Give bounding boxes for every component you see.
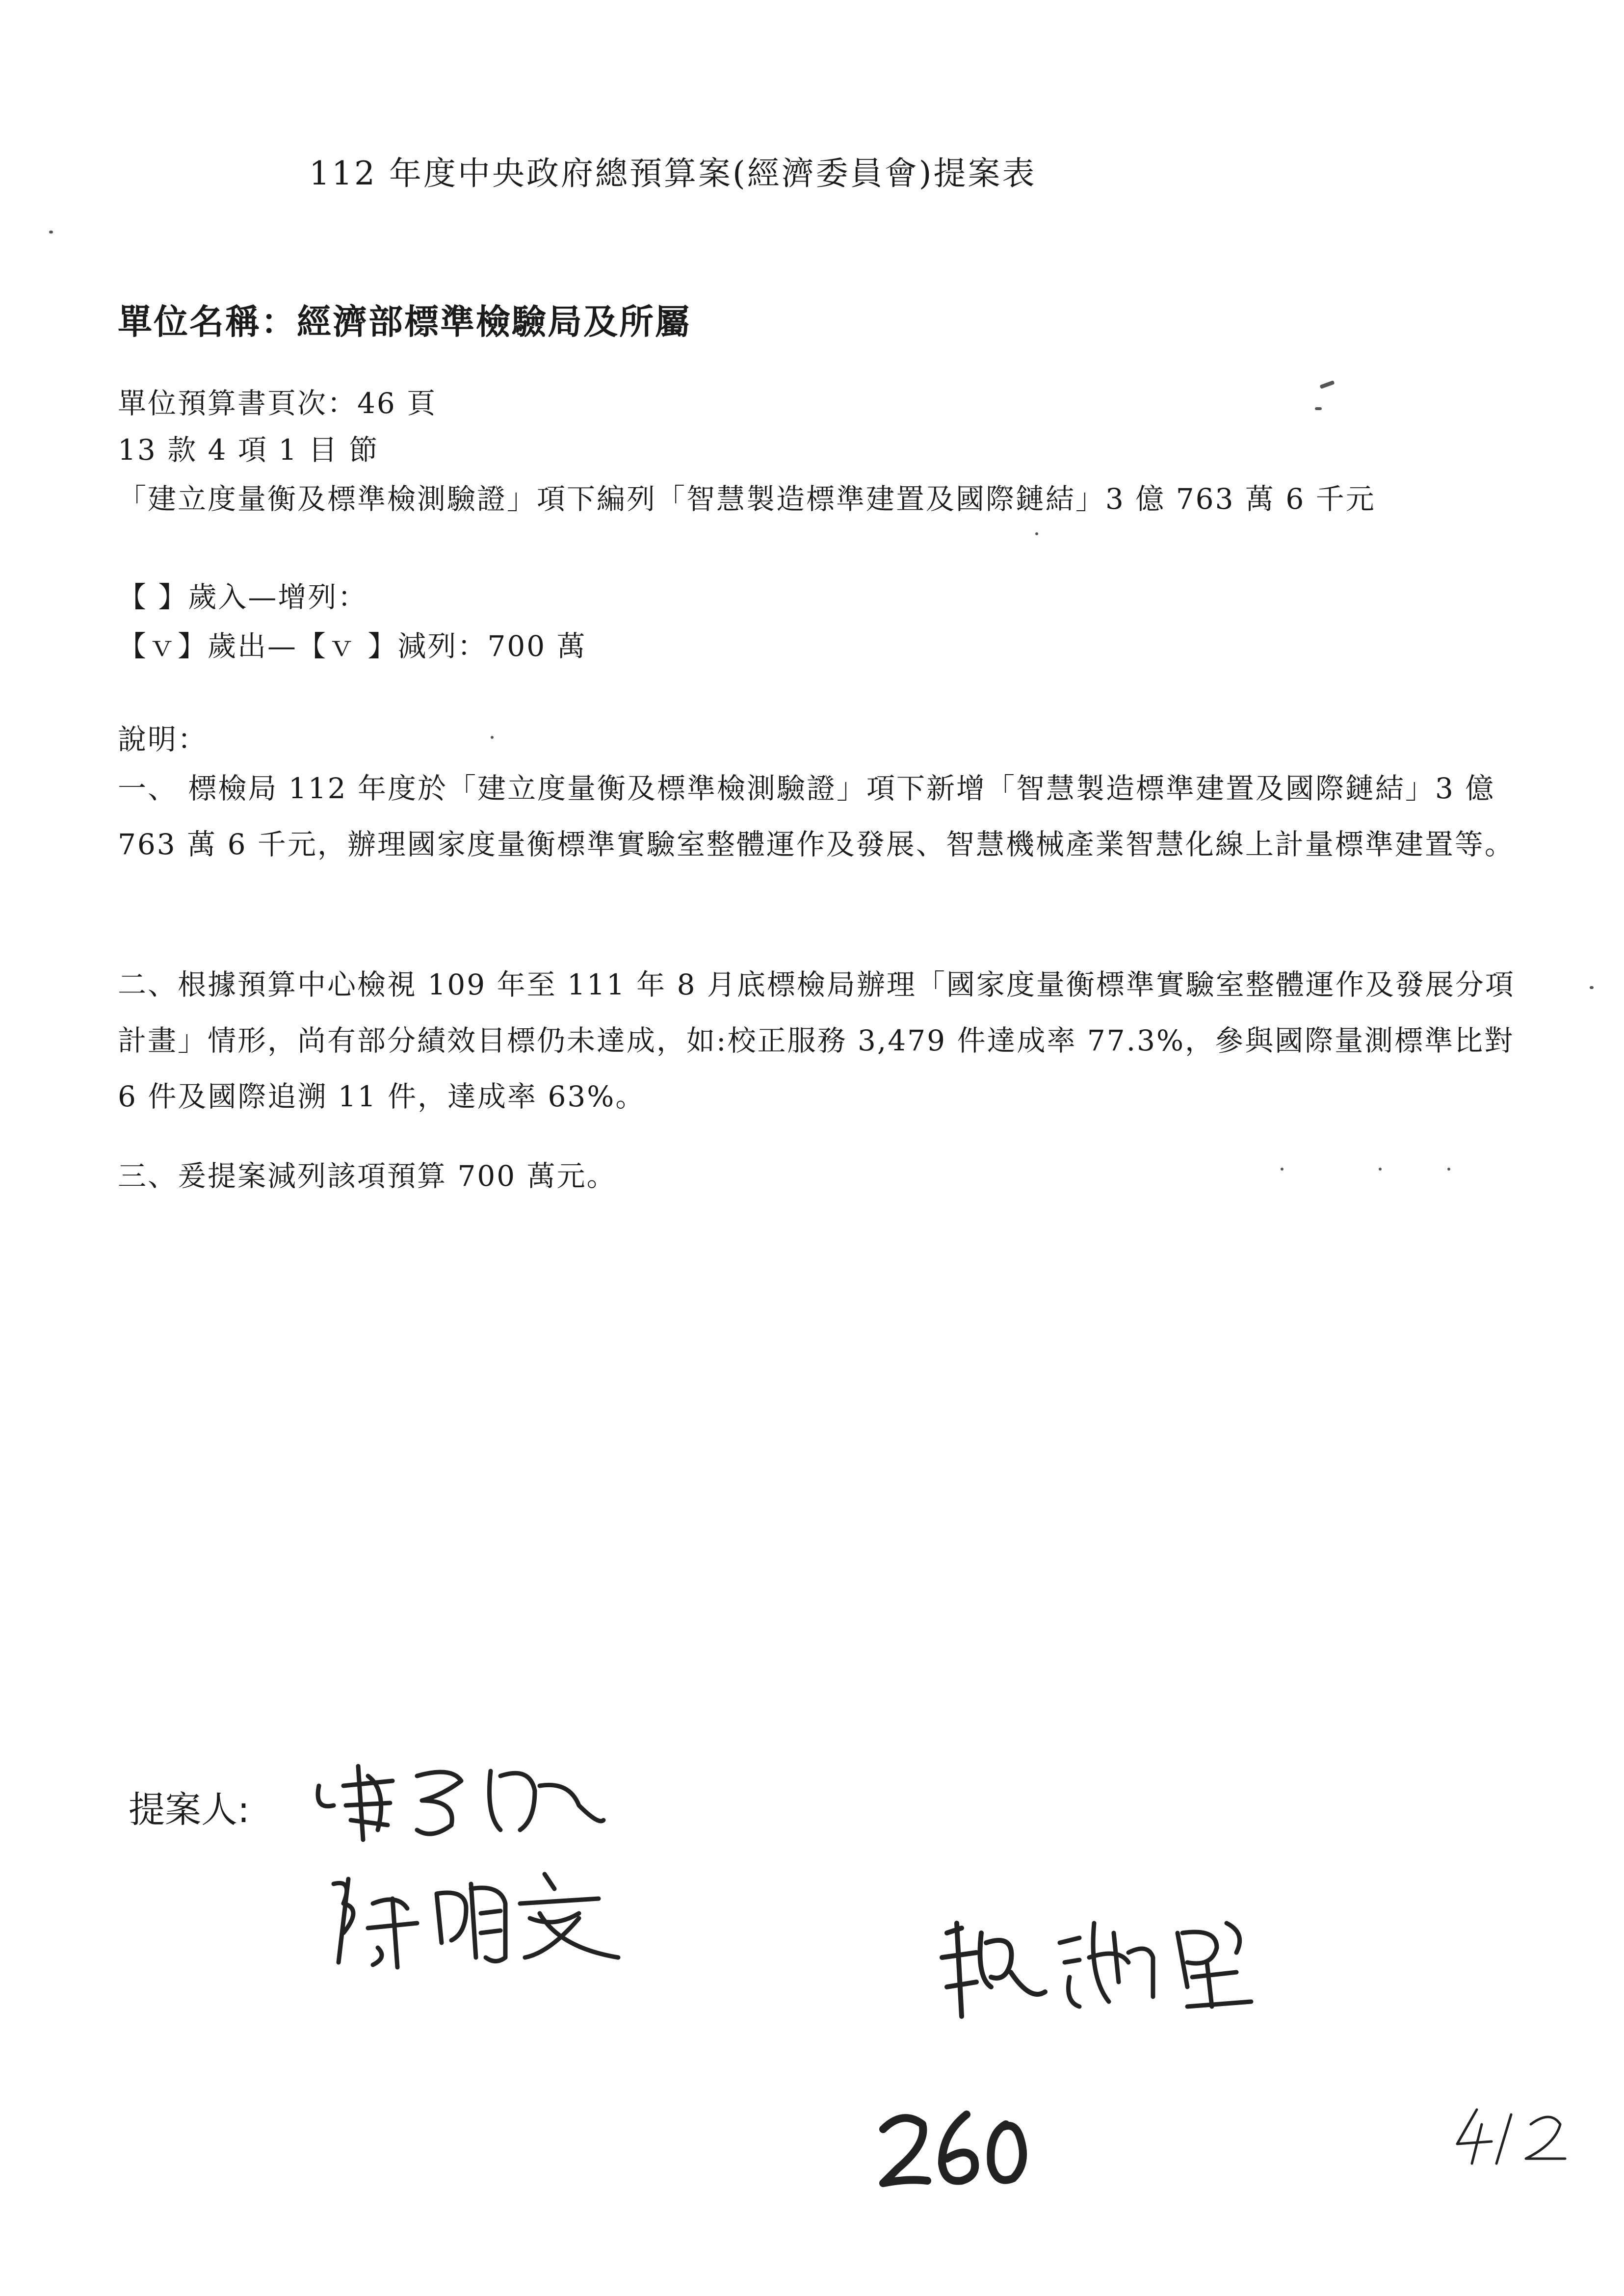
scan-speck	[1379, 1168, 1382, 1171]
item-description: 「建立度量衡及標準檢測驗證」項下編列「智慧製造標準建置及國際鏈結」3 億 763 萬 6 千元	[118, 482, 1376, 516]
explanation-label: 說明：	[118, 723, 208, 756]
document-title: 112 年度中央政府總預算案(經濟委員會)提案表	[309, 155, 1037, 192]
scan-speck	[1320, 380, 1335, 389]
signature-2	[324, 1859, 628, 1972]
item-code: 13 款 4 項 1 目 節	[118, 433, 379, 467]
budget-page: 單位預算書頁次：46 頁	[118, 387, 437, 420]
scan-speck	[1035, 532, 1038, 535]
handwritten-page-number-260	[873, 2105, 1035, 2193]
scan-speck	[1281, 1168, 1283, 1171]
scan-speck	[1590, 986, 1594, 989]
explanation-paragraph-2: 二、根據預算中心檢視 109 年至 111 年 8 月底標檢局辦理「國家度量衡標準實驗室整體運作及發展分項計畫」情形，尚有部分績效目標仍未達成，如:校正服務 3,479 件達成率 77.3%，參與國際量測標準比對 6 件及國際追溯 11 件，達成率 63%。	[118, 968, 1515, 1113]
expense-line: 【ｖ】歲出—【ｖ 】減列：700 萬	[118, 629, 587, 663]
scan-speck	[49, 231, 53, 234]
unit-name: 單位名稱：經濟部標準檢驗局及所屬	[118, 302, 691, 342]
explanation-paragraph-1: 一、 標檢局 112 年度於「建立度量衡及標準檢測驗證」項下新增「智慧製造標準建置及國際鏈結」3 億 763 萬 6 千元，辦理國家度量衡標準實驗室整體運作及發展、智慧機械產業智慧化線上計量標準建置等。	[118, 772, 1515, 861]
scan-speck	[1315, 407, 1322, 410]
revenue-line: 【 】歲入—增列：	[118, 580, 368, 614]
proposer-label: 提案人:	[129, 1789, 250, 1831]
explanation-paragraph-3: 三、爰提案減列該項預算 700 萬元。	[118, 1159, 617, 1193]
scan-speck	[1447, 1168, 1450, 1171]
signature-1	[304, 1747, 608, 1845]
signature-3	[932, 1904, 1276, 2021]
scan-speck	[491, 736, 494, 739]
handwritten-number-412	[1447, 2105, 1580, 2168]
